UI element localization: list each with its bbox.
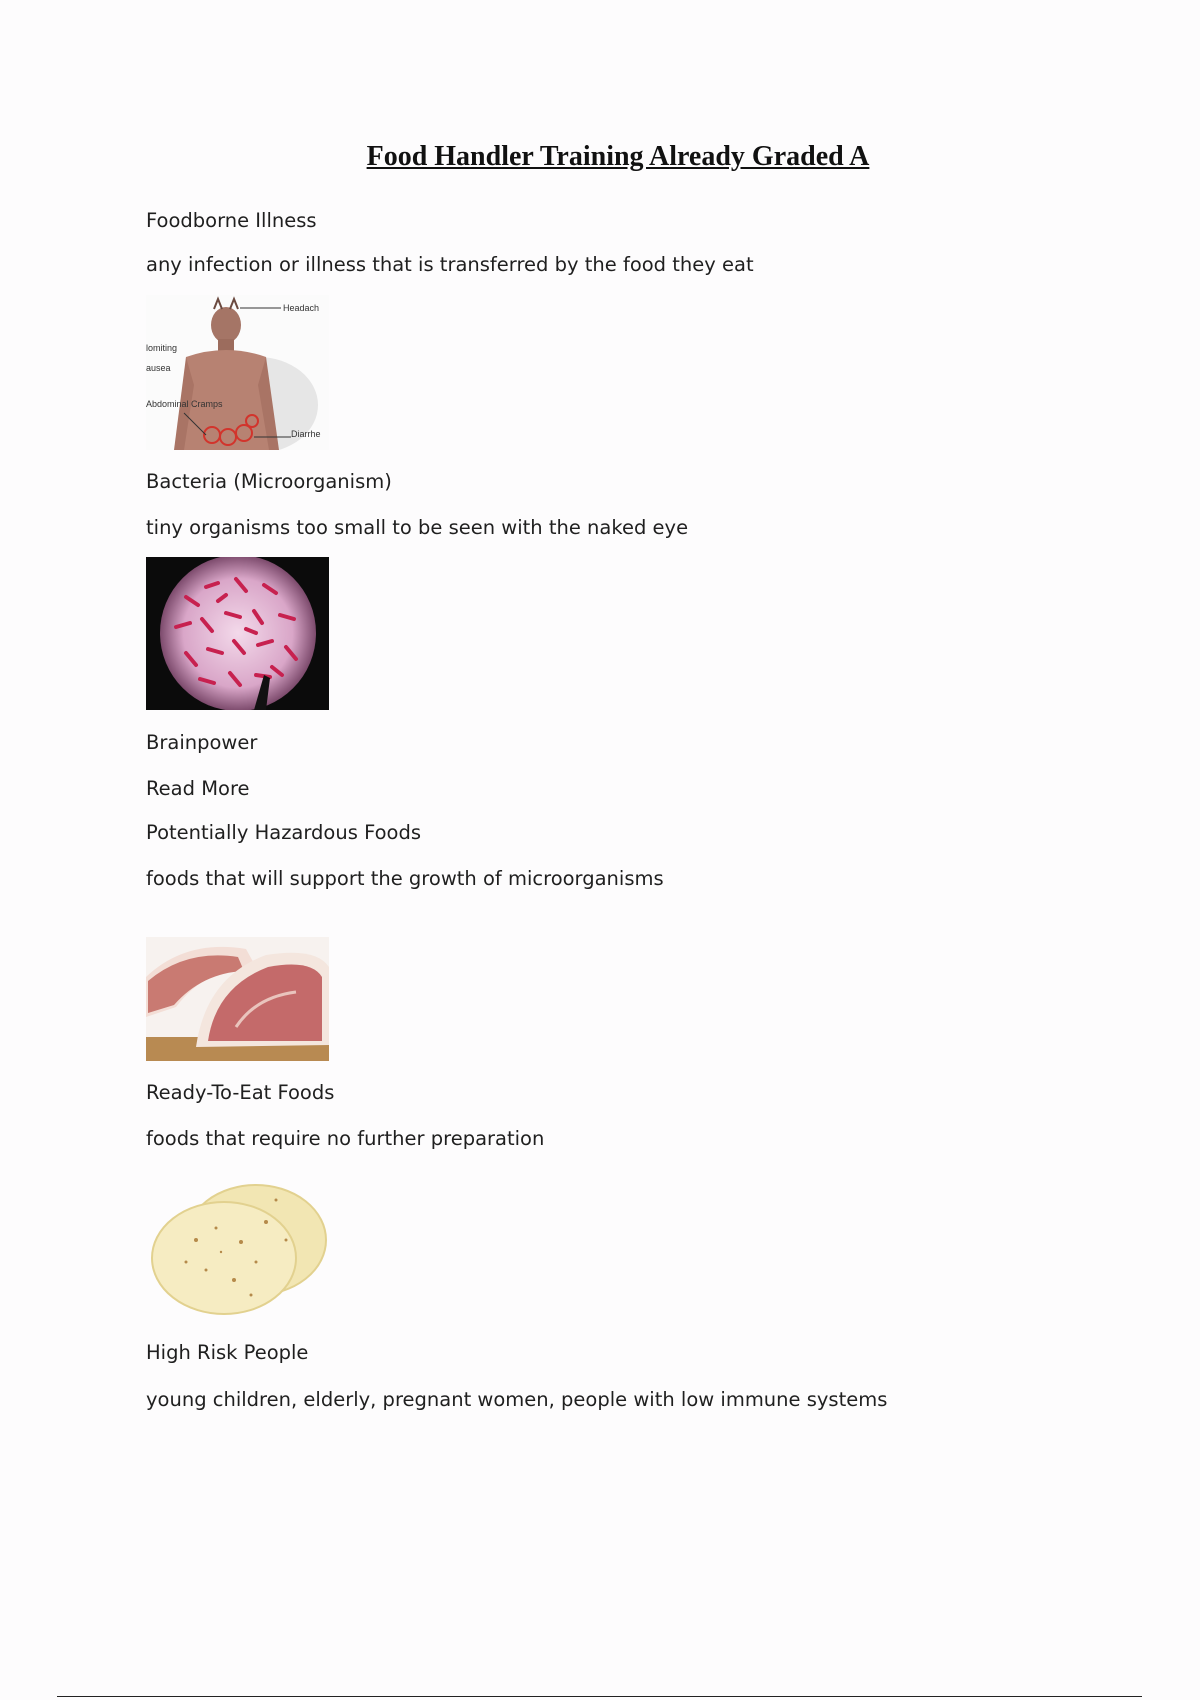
term-high-risk-people: High Risk People bbox=[146, 1341, 309, 1364]
definition-bacteria: tiny organisms too small to be seen with the naked eye bbox=[146, 516, 689, 539]
label-nausea: ausea bbox=[146, 363, 171, 373]
term-brainpower: Brainpower bbox=[146, 731, 258, 754]
label-abdominal-cramps: Abdominal Cramps bbox=[146, 399, 223, 409]
term-ready-to-eat-foods: Ready-To-Eat Foods bbox=[146, 1081, 335, 1104]
raw-meat-image bbox=[146, 937, 329, 1061]
bacteria-microscope-image bbox=[146, 557, 329, 710]
document-title: Food Handler Training Already Graded A bbox=[366, 141, 870, 172]
label-vomiting: lomiting bbox=[146, 343, 178, 353]
human-body-symptoms-image bbox=[146, 295, 329, 450]
term-bacteria: Bacteria (Microorganism) bbox=[146, 470, 392, 493]
definition-potentially-hazardous-foods: foods that will support the growth of microorganisms bbox=[146, 867, 664, 890]
label-headach: Headach bbox=[283, 303, 320, 313]
read-more-link[interactable]: Read More bbox=[146, 777, 250, 800]
footer-divider bbox=[57, 1696, 1142, 1697]
tortillas-image bbox=[146, 1170, 329, 1322]
term-foodborne-illness: Foodborne Illness bbox=[146, 209, 317, 232]
definition-ready-to-eat-foods: foods that require no further preparation bbox=[146, 1127, 545, 1150]
label-diarrhea: Diarrhe bbox=[291, 429, 321, 439]
definition-foodborne-illness: any infection or illness that is transferred by the food they eat bbox=[146, 253, 754, 276]
term-potentially-hazardous-foods: Potentially Hazardous Foods bbox=[146, 821, 421, 844]
definition-high-risk-people: young children, elderly, pregnant women, people with low immune systems bbox=[146, 1388, 888, 1411]
